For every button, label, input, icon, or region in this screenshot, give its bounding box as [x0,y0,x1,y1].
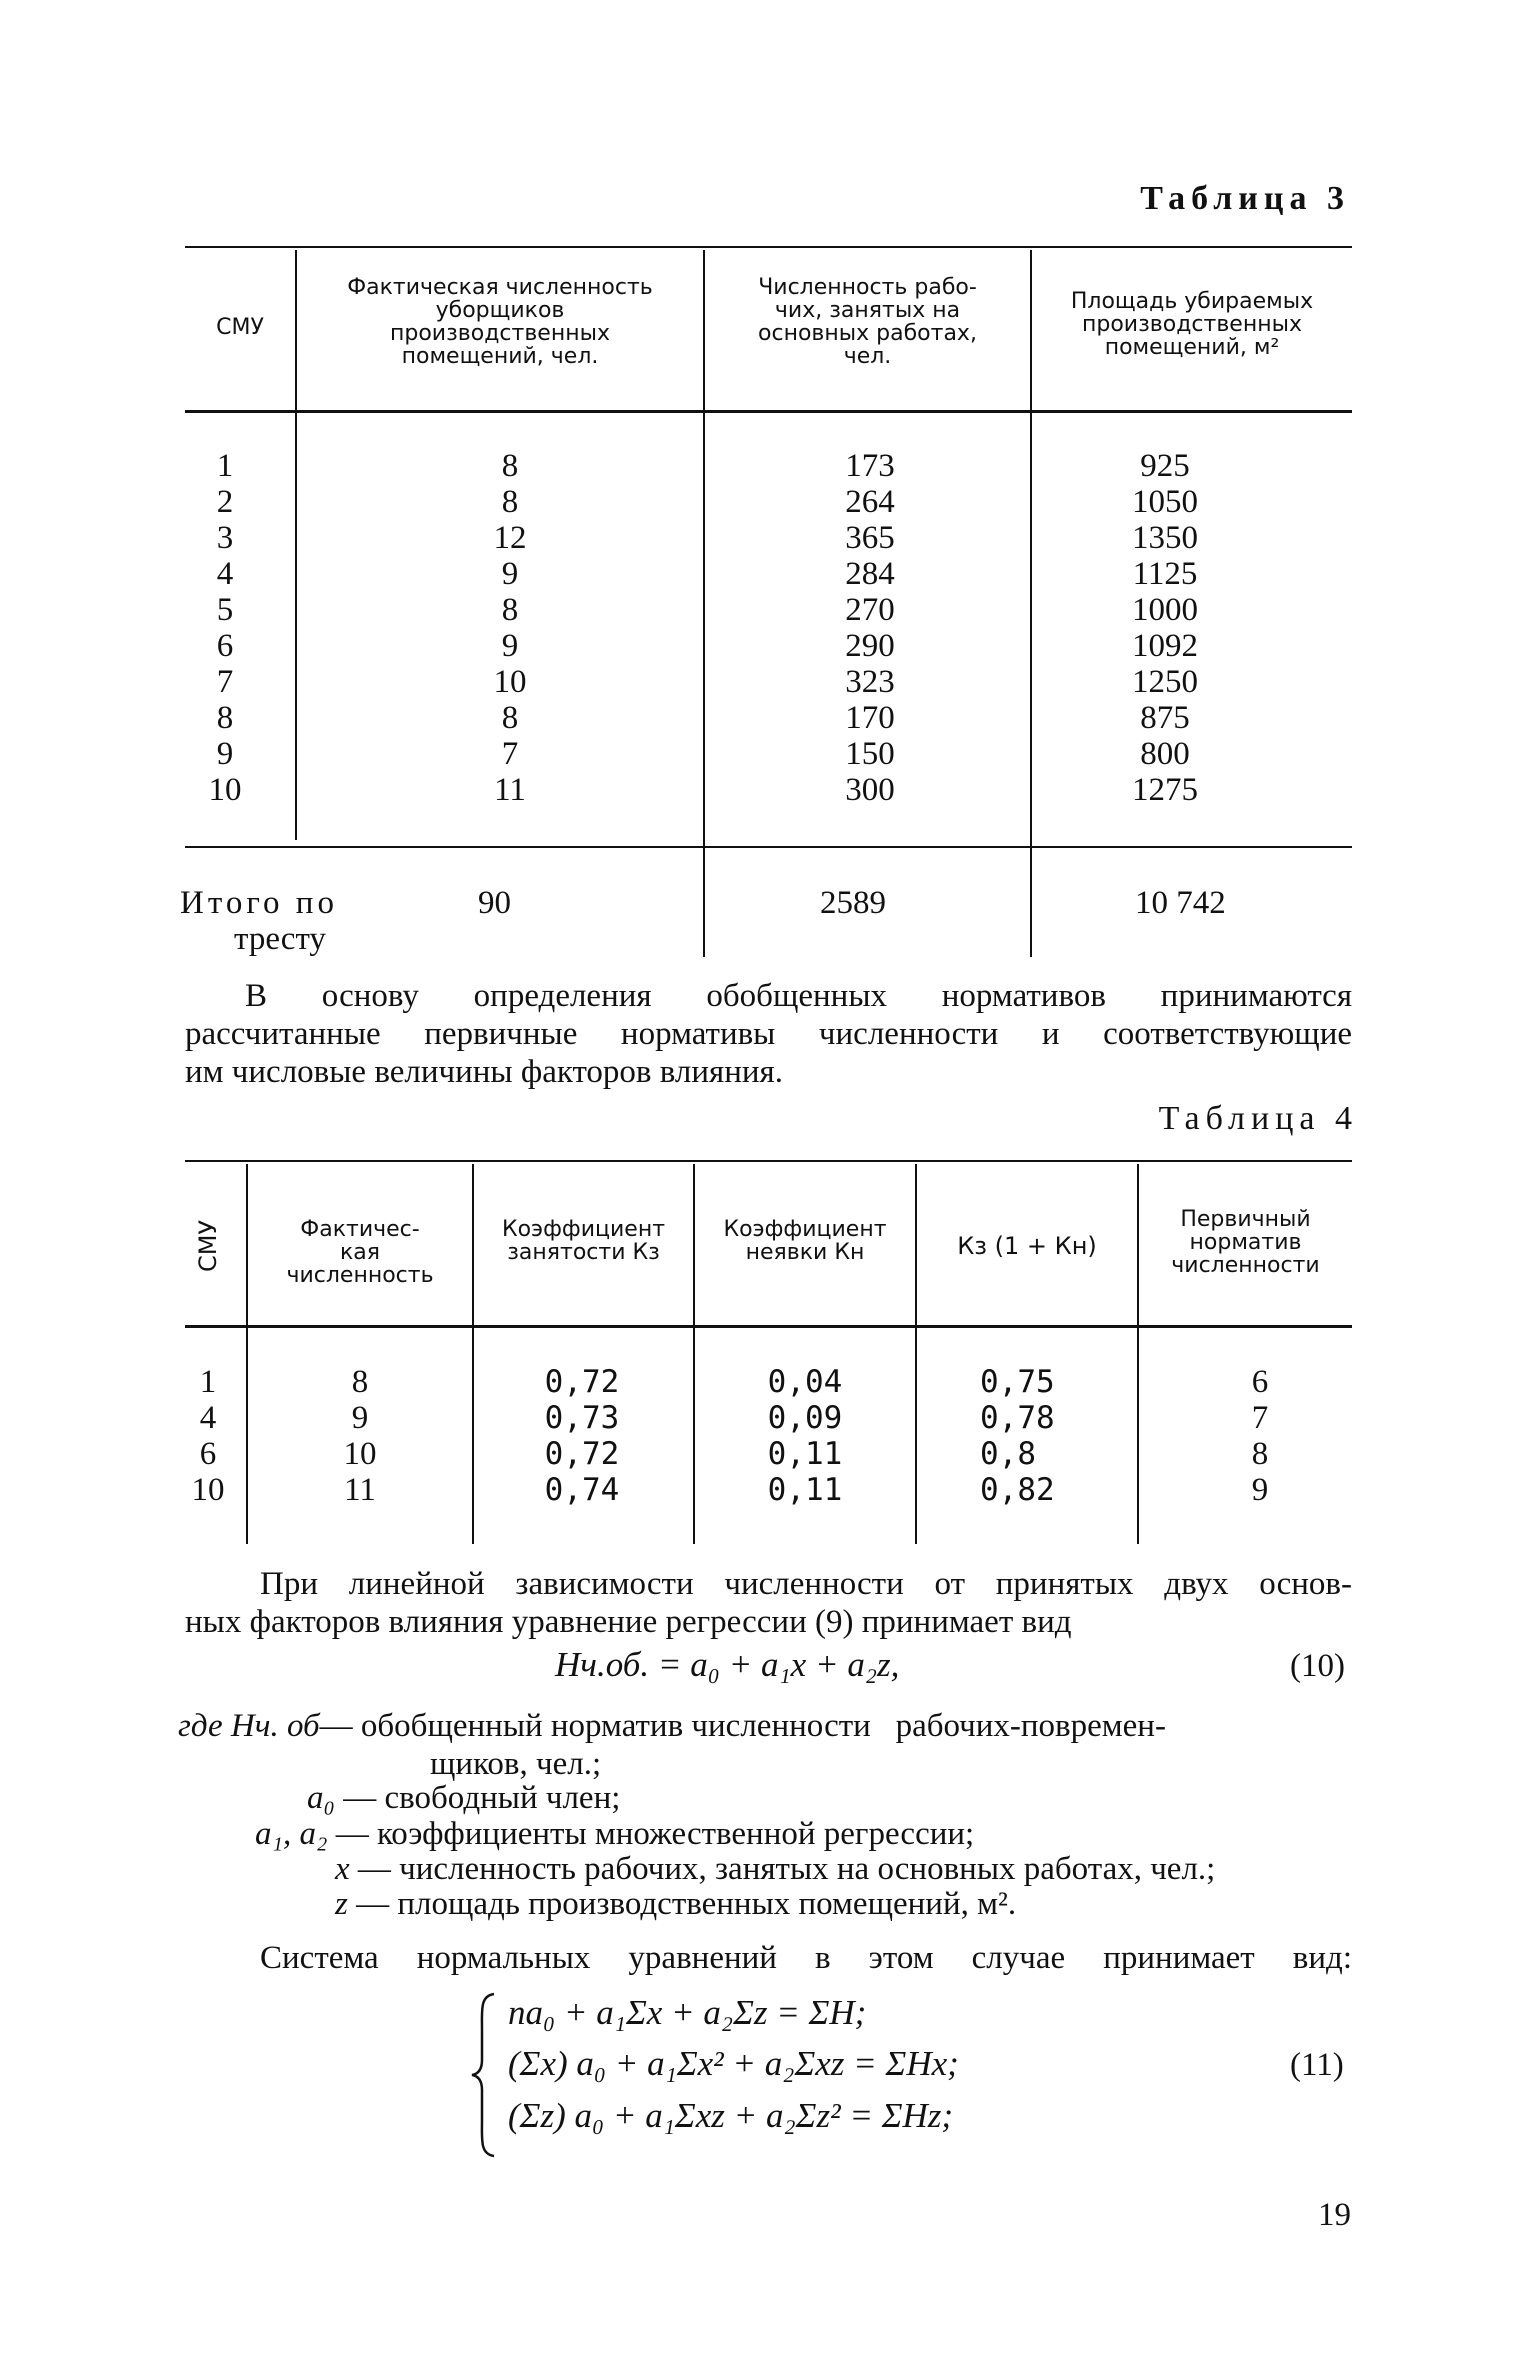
paragraph-2: При линейной зависимости численности от принятых двух основ- ных факторов влияния уравнение регрессии (9) принимает вид [185,1566,1352,1640]
paragraph-3: Система нормальных уравнений в этом случае принимает вид: [260,1940,1352,1976]
equation-11-brace [468,1990,498,2160]
page-number: 19 [1318,2197,1351,2233]
table3-header-area: Площадь убираемых производственных помещений, м² [1070,289,1314,360]
equation-11-line-3: (Σz) a₀ + a₁Σxz + a₂Σz² = ΣHz; [508,2096,954,2135]
equation-11-line-2: (Σx) a₀ + a₁Σx² + a₂Σxz = ΣHx; [508,2044,959,2083]
equation-11-line-1: na₀ + a₁Σx + a₂Σz = ΣH; [508,1993,867,2032]
definition-x: x — численность рабочих, занятых на основных работах, чел.; [335,1851,1216,1887]
table4-header-kn: Коэффициент неявки Кн [723,1217,887,1265]
table4-header-rule [185,1325,1352,1328]
table4-header-primary: Первичный норматив численности [1171,1207,1320,1278]
table4-col-primary: 6 7 8 9 [1251,1364,1269,1508]
table3-header-workers: Численность рабо- чих, занятых на основных работах, чел. [758,275,977,369]
table4-col-product: 0,75 0,78 0,8 0,82 [980,1364,1055,1508]
table3-total-workers: 2589 [820,885,886,921]
equation-10: Hч.об. = a₀ + a₁x + a₂z, [555,1645,900,1684]
equation-11-number: (11) [1290,2047,1344,2083]
definition-hchob: где Hч. об— обобщенный норматив численности рабочих-повремен- [178,1708,1166,1744]
table4-col-actual: 8 9 10 11 [343,1364,377,1508]
table4-divider [915,1164,917,1544]
table4-header-smu: СМУ [194,1219,222,1273]
table3-header-cleaners: Фактическая численность уборщиков производственных помещений, чел. [347,275,653,369]
table4-col-k3: 0,72 0,73 0,72 0,74 [544,1364,620,1508]
table4-col-kn: 0,04 0,09 0,11 0,11 [767,1364,843,1508]
table3-total-label: Итого по [180,885,338,921]
definition-z: z — площадь производственных помещений, м². [335,1886,1017,1922]
table3-col-cleaners: 8 8 12 9 8 9 10 8 7 11 [493,448,527,808]
definition-a0: a₀ — свободный член; [307,1780,621,1816]
definition-a1-a2: a₁, a₂ — коэффициенты множественной регрессии; [255,1816,975,1852]
table3-bottom-rule [185,846,1352,848]
table3-col-smu: 1 2 3 4 5 6 7 8 9 10 [208,448,242,808]
table3-total-area: 10 742 [1135,885,1226,921]
paragraph-1: В основу определения обобщенных нормативов принимаются рассчитанные первичные нормативы численности и соответствующие им числовые величины факторов влияния. [185,978,1352,1090]
table4-header-k3: Коэффициент занятости Кз [501,1217,666,1265]
table4-header-actual: Фактичес- кая численность [286,1217,434,1288]
table3-top-rule [185,246,1352,248]
table3-col-area: 925 1050 1350 1125 1000 1092 1250 875 800 1275 [1132,448,1198,808]
table4-caption: Таблица 4 [1158,1100,1358,1137]
table3-total-label-cont: тресту [234,921,326,957]
table3-caption: Таблица 3 [1140,180,1350,217]
table3-header-rule [185,410,1352,413]
definition-hchob-cont: щиков, чел.; [430,1746,602,1782]
table4-col-smu: 1 4 6 10 [191,1364,225,1508]
table3-total-cleaners: 90 [478,885,511,921]
table4-top-rule [185,1160,1352,1162]
equation-10-number: (10) [1290,1648,1345,1684]
table4-header-product: Кз (1 + Кн) [957,1232,1097,1260]
table3-col-workers: 173 264 365 284 270 290 323 170 150 300 [845,448,895,808]
table3-header-smu: СМУ [216,315,264,340]
